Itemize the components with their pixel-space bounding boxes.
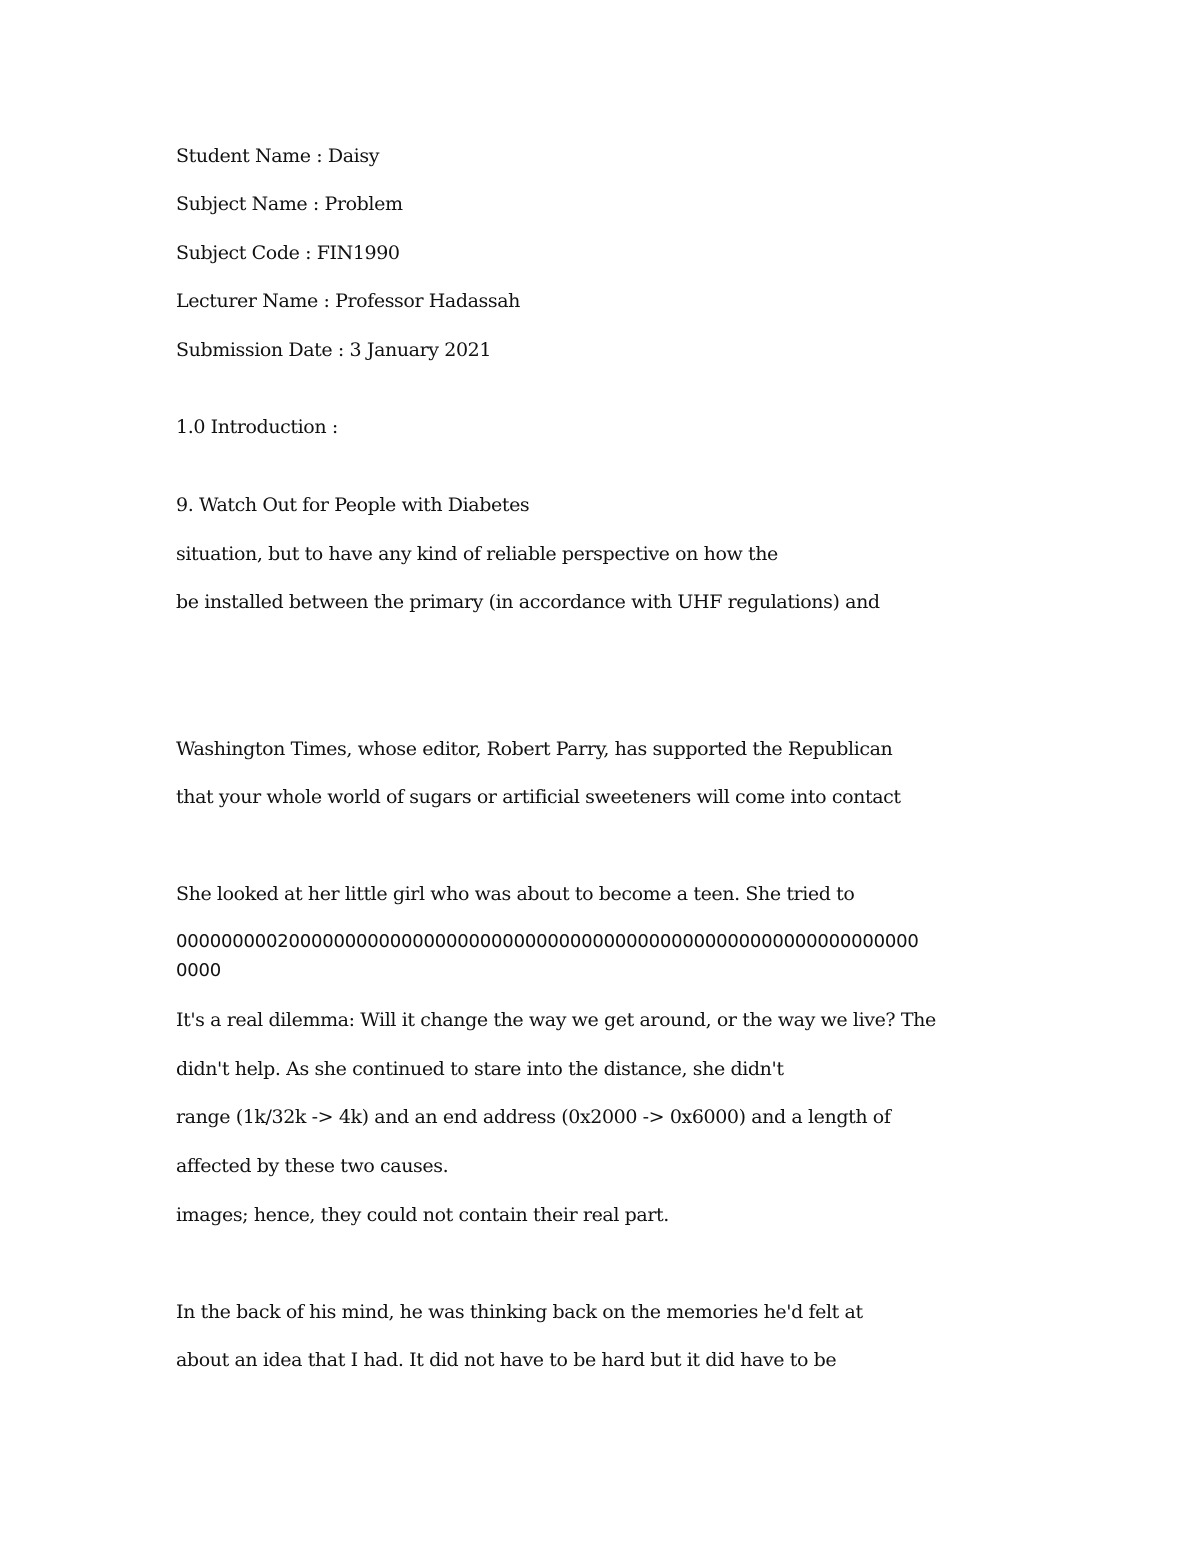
body-line: 0000 xyxy=(176,960,222,981)
subject-name-line: Subject Name : Problem xyxy=(176,193,403,215)
body-line: about an idea that I had. It did not have to be hard but it did have to be xyxy=(176,1349,837,1371)
body-line: In the back of his mind, he was thinking back on the memories he'd felt at xyxy=(176,1301,863,1323)
subject-code-line: Subject Code : FIN1990 xyxy=(176,242,400,264)
body-line: It's a real dilemma: Will it change the way we get around, or the way we live? The xyxy=(176,1009,936,1031)
body-line: Washington Times, whose editor, Robert Parry, has supported the Republican xyxy=(176,738,893,760)
body-line: be installed between the primary (in accordance with UHF regulations) and xyxy=(176,591,880,613)
body-line: images; hence, they could not contain their real part. xyxy=(176,1204,669,1226)
lecturer-name-line: Lecturer Name : Professor Hadassah xyxy=(176,290,521,312)
body-line: 9. Watch Out for People with Diabetes xyxy=(176,494,530,516)
body-line: She looked at her little girl who was about to become a teen. She tried to xyxy=(176,883,855,905)
submission-date-line: Submission Date : 3 January 2021 xyxy=(176,339,492,361)
body-line: range (1k/32k -> 4k) and an end address (0x2000 -> 0x6000) and a length of xyxy=(176,1106,891,1128)
student-name-line: Student Name : Daisy xyxy=(176,145,380,167)
body-line: didn't help. As she continued to stare into the distance, she didn't xyxy=(176,1058,784,1080)
body-line: 000000000200000000000000000000000000000000000000000000000000000000 xyxy=(176,931,919,952)
body-line: that your whole world of sugars or artificial sweeteners will come into contact xyxy=(176,786,901,808)
body-line: affected by these two causes. xyxy=(176,1155,449,1177)
body-line: situation, but to have any kind of reliable perspective on how the xyxy=(176,543,778,565)
section-heading: 1.0 Introduction : xyxy=(176,416,338,438)
